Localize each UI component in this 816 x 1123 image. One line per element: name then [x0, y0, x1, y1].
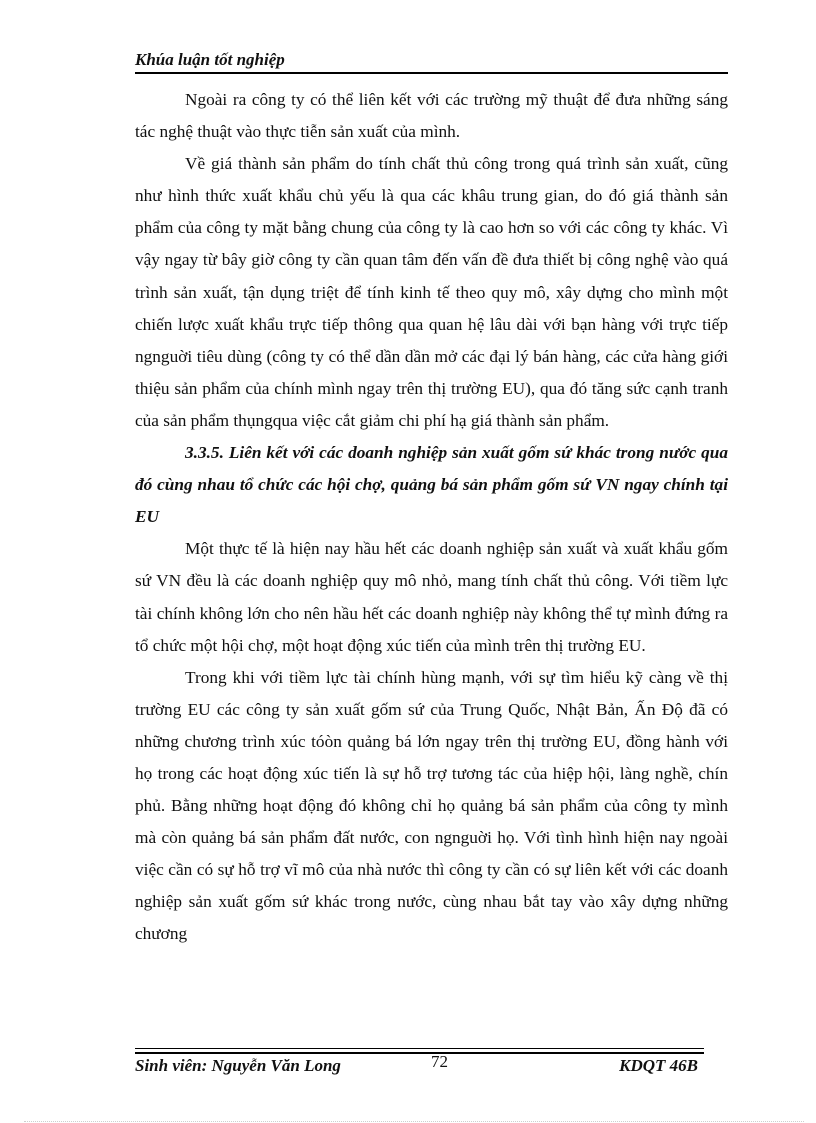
page-header — [135, 48, 728, 74]
document-body — [135, 84, 728, 951]
section-heading: 3.3.5. Liên kết với các doanh nghiệp sản xuất gốm sứ khác trong nước qua đó cùng nhau tổ chức các hội chợ, quảng bá sản phẩm gốm sứ VN ngay chính tại EU — [135, 443, 728, 527]
footer-student-name: Sinh viên: Nguyễn Văn Long — [135, 1056, 341, 1075]
footer-class-code: KDQT 46B — [619, 1056, 698, 1075]
footer-rule — [135, 1048, 704, 1049]
header-title: Khúa luận tốt nghiệp — [135, 50, 285, 69]
page-footer — [135, 1048, 704, 1078]
paragraph-small-enterprises: Một thực tế là hiện nay hầu hết các doanh nghiệp sản xuất và xuất khẩu gốm sứ VN đều là các doanh nghiệp quy mô nhỏ, mang tính chất thủ công. Với tiềm lực tài chính không lớn cho nên hầu hết các doanh nghiệp này không thể tự mình đứng ra tổ chức một hội chợ, một hoạt động xúc tiến của mình trên thị trường EU. — [135, 539, 728, 655]
page-edge-divider — [24, 1121, 804, 1122]
paragraph-competitors: Trong khi với tiềm lực tài chính hùng mạnh, với sự tìm hiểu kỹ càng về thị trường EU các công ty sản xuất gốm sứ của Trung Quốc, Nhật Bản, Ấn Độ đã có những chương trình xúc tóòn quảng bá lớn ngay trên thị trường EU, đồng hành với họ trong các hoạt động xúc tiến là sự hỗ trợ tương tác của hiệp hội, làng nghề, chín phủ. Bằng những hoạt động đó không chỉ họ quảng bá sản phẩm của công ty mình mà còn quảng bá sản phẩm đất nước, con ngnguời họ. Với tình hình hiện nay ngoài việc cần có sự hỗ trợ vĩ mô của nhà nước thì công ty cần có sự liên kết với các doanh nghiệp sản xuất gốm sứ khác trong nước, cùng nhau bắt tay vào xây dựng những chương — [135, 667, 728, 944]
footer-rule-thick — [135, 1052, 704, 1054]
paragraph-pricing: Về giá thành sản phẩm do tính chất thủ công trong quá trình sản xuất, cũng như hình thức xuất khẩu chủ yếu là qua các khâu trung gian, do đó giá thành sản phẩm của công ty mặt bằng chung của công ty là cao hơn so với các công ty khác. Vì vậy ngay từ bây giờ công ty cần quan tâm đến vấn đề đưa thiết bị công nghệ vào quá trình sản xuất, tận dụng triệt để tính kinh tế theo quy mô, xây dựng cho mình một chiến lược xuất khẩu trực tiếp thông qua quan hệ lâu dài với bạn hàng với trực tiếp ngnguời tiêu dùng (công ty có thể dần dần mở các đại lý bán hàng, các cửa hàng giới thiệu sản phẩm của chính mình ngay trên thị trường EU), qua đó tăng sức cạnh tranh của sản phẩm thụngqua việc cắt giảm chi phí hạ giá thành sản phẩm. — [135, 154, 728, 430]
page-number: 72 — [431, 1052, 448, 1071]
paragraph-art-schools: Ngoài ra công ty có thể liên kết với các trường mỹ thuật để đưa những sáng tác nghệ thuật vào thực tiễn sản xuất của mình. — [135, 90, 728, 142]
